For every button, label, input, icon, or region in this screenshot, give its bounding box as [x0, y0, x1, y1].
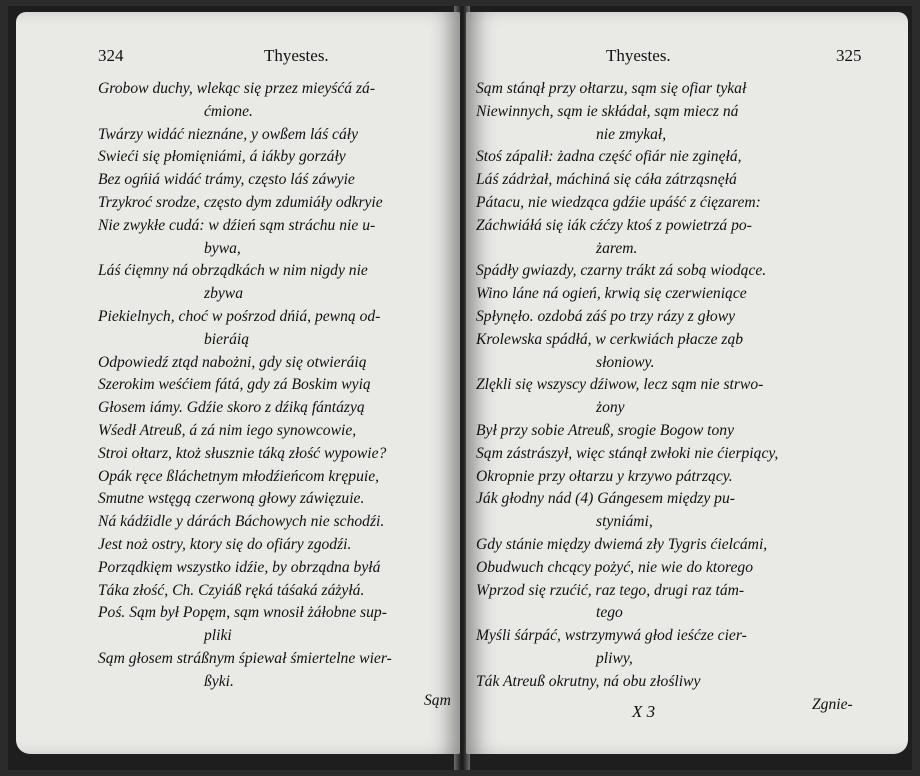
verse-line: Stroi ołtarz, ktoż słusznie táką złość wypowie? — [98, 444, 387, 462]
verse-line: Poś. Sąm był Popęm, sąm wnosił żáłobne sup- — [98, 604, 387, 622]
verse-line: ßyki. — [204, 672, 234, 690]
verse-line: Opák ręce ßláchetnym młodźieńcom krępuie, — [98, 467, 380, 485]
verse-line: Odpowiedź ztąd nabożni, gdy się otwieráią — [98, 353, 367, 371]
verse-line: Niewinnych, sąm ie skłádał, sąm miecz ná — [476, 102, 739, 120]
signature-mark: X 3 — [632, 702, 656, 721]
verse-line: Táka złość, Ch. Czyiáß ręká táśaká záżyłá. — [98, 581, 365, 599]
verse-line: Zlękli się wszyscy dźiwow, lecz sąm nie strwo- — [476, 376, 764, 394]
running-head: Thyestes. — [606, 46, 671, 65]
verse-line: Sąm stánął przy ołtarzu, sąm się ofiar tykał — [476, 80, 747, 97]
verse-line: Láś ćięmny ná obrządkách w nim nigdy nie — [98, 262, 368, 280]
verse-line: Wprzod się rzućić, raz tego, drugi raz tám- — [476, 581, 745, 599]
verse-line: Ják głodny nád (4) Gángesem między pu- — [476, 490, 735, 508]
verse-line: Spádły gwiazdy, czarny trákt zá sobą wiodące. — [476, 262, 767, 280]
verse-line: Piekielnych, choć w pośrzod dńiá, pewną od- — [98, 307, 381, 325]
verse-line: Grobow duchy, wlekąc się przez mieyśćá zá- — [98, 80, 376, 97]
verse-line: Okropnie przy ołtarzu y krzywo pátrzący. — [476, 467, 733, 485]
verse-line: Smutne wstęgą czerwoną głowy záwięzuie. — [98, 490, 365, 508]
verse-line: Sąm głosem stráßnym śpiewał śmiertelne wier- — [98, 649, 392, 667]
verse-line: Był przy sobie Atreuß, srogie Bogow tony — [476, 421, 734, 439]
verse-line: Szerokim weśćiem fátá, gdy zá Boskim wyią — [98, 376, 371, 394]
verse-line: Pátacu, nie wiedząca gdźie upáść z ćięzarem: — [476, 193, 761, 211]
verse-text — [466, 78, 908, 694]
verse-line: Myśli śárpáć, wstrzymywá głod ieśćze cier- — [476, 627, 747, 645]
verse-line: styniámi, — [596, 513, 653, 531]
verse-line: bieráią — [204, 330, 250, 348]
verse-line: Porządkięm wszystko idźie, by obrządna byłá — [98, 558, 381, 576]
verse-line: Wśedł Atreuß, á zá nim iego synowcowie, — [98, 421, 357, 439]
running-head: Thyestes. — [264, 46, 329, 65]
catchword: Sąm — [424, 692, 451, 709]
verse-line: tego — [596, 604, 623, 622]
verse-line: Krolewska spádłá, w cerkwiách płacze ząb — [476, 330, 744, 348]
page-number: 324 — [98, 46, 124, 65]
left-page — [16, 12, 460, 754]
verse-line: Swieći się płomięniámi, á iákby gorzáły — [98, 148, 346, 166]
verse-line: Twárzy widáć nieznáne, y owßem láś cáły — [98, 125, 359, 143]
verse-line: nie zmykał, — [596, 125, 667, 143]
verse-text — [16, 78, 460, 694]
verse-line: Gdy stánie między dwiemá zły Tygris ćielcámi, — [476, 535, 768, 553]
verse-line: Ták Atreuß okrutny, ná obu złośliwy — [476, 672, 701, 690]
verse-line: Záchwiáłá się iák cźćzy ktoś z powietrzá po- — [476, 216, 752, 234]
verse-line: Láś zádrżał, máchiná się cáła zátrząsnęłá — [476, 171, 737, 189]
verse-line: Sąm zástrászył, więc stánął zwłoki nie ćierpiący, — [476, 444, 779, 462]
verse-line: pliwy, — [596, 649, 633, 667]
open-book — [8, 6, 912, 770]
page-number: 325 — [836, 46, 862, 65]
verse-line: Głosem iámy. Gdźie skoro z dźiką fántázyą — [98, 399, 365, 417]
verse-line: bywa, — [204, 239, 241, 257]
verse-line: słoniowy. — [596, 353, 655, 371]
verse-line: pliki — [204, 627, 232, 645]
verse-line: Ná kádźidle y dárách Báchowych nie schodźi. — [98, 513, 385, 531]
verse-line: Spłynęło. ozdobá záś po trzy rázy z głowy — [476, 307, 736, 325]
verse-line: Jest noż ostry, ktory się do ofiáry zgodźi. — [98, 535, 352, 553]
verse-line: zbywa — [204, 285, 243, 303]
catchword: Zgnie- — [812, 696, 853, 713]
verse-line: Wino láne ná ogień, krwią się czerwieniące — [476, 285, 747, 303]
verse-line: Trzykroć srodze, często dym zdumiáły odkryie — [98, 193, 383, 211]
verse-line: żarem. — [596, 239, 638, 257]
verse-line: Stoś zápalił: żadna część ofiár nie zginęłá, — [476, 148, 742, 166]
verse-line: ćmione. — [204, 102, 253, 120]
verse-line: Nie zwykłe cudá: w dźień sąm stráchu nie u- — [98, 216, 376, 234]
verse-line: żony — [596, 399, 625, 417]
verse-line: Obudwuch chcący pożyć, nie wie do ktorego — [476, 558, 753, 576]
verse-line: Bez ogńiá widáć trámy, często láś záwyie — [98, 171, 355, 189]
right-page — [466, 12, 908, 754]
